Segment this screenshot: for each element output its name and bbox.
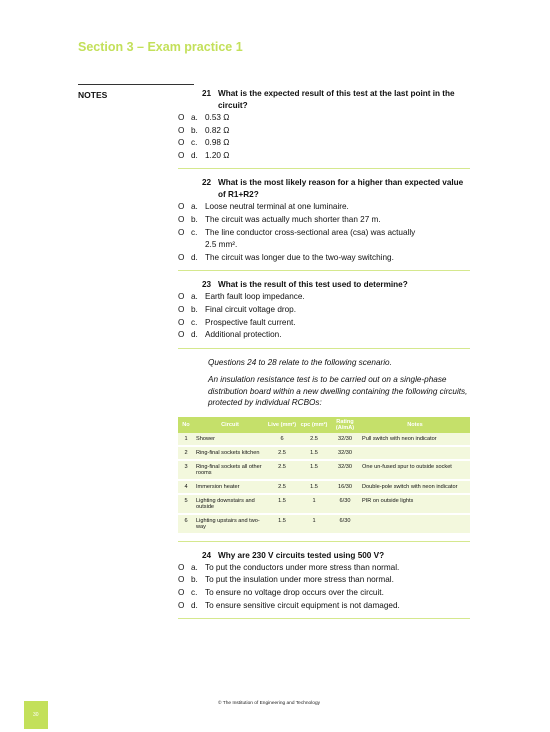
option-d[interactable] xyxy=(178,150,470,163)
cell-rating: 32/30 xyxy=(330,446,360,460)
option-a[interactable] xyxy=(178,112,470,125)
option-c[interactable] xyxy=(178,317,470,330)
option-text: Loose neutral terminal at one luminaire. xyxy=(205,202,349,212)
radio-bullet[interactable]: O xyxy=(178,125,185,135)
table-row xyxy=(178,433,470,446)
header-notes: Notes xyxy=(360,417,470,433)
option-letter: b. xyxy=(191,304,198,314)
question-number: 24 xyxy=(202,550,212,560)
option-c[interactable] xyxy=(178,137,470,150)
radio-bullet[interactable]: O xyxy=(178,304,185,314)
question-separator xyxy=(178,270,470,271)
cell-live: 1.5 xyxy=(266,514,298,534)
option-letter: c. xyxy=(191,227,198,237)
question-number: 23 xyxy=(202,280,212,290)
option-text: The circuit was actually much shorter than 27 m. xyxy=(205,214,381,224)
header-no: No xyxy=(178,417,194,433)
cell-notes: One un-fused spur to outside socket xyxy=(360,460,470,480)
question-text: What is the most likely reason for a higher than expected value of R1+R2? xyxy=(218,178,464,200)
cell-cpc: 2.5 xyxy=(298,433,330,446)
cell-rating: 32/30 xyxy=(330,433,360,446)
question-number: 22 xyxy=(202,178,212,188)
option-letter: a. xyxy=(191,292,198,302)
cell-live: 2.5 xyxy=(266,446,298,460)
question-text: What is the result of this test used to determine? xyxy=(218,280,408,290)
questions-content xyxy=(178,88,470,627)
table-row xyxy=(178,480,470,494)
header-circuit: Circuit xyxy=(194,417,266,433)
cell-notes: PIR on outside lights xyxy=(360,494,470,514)
radio-bullet[interactable]: O xyxy=(178,575,185,585)
option-letter: c. xyxy=(191,317,198,327)
cell-circuit: Shower xyxy=(194,433,266,446)
cell-notes: Pull switch with neon indicator xyxy=(360,433,470,446)
option-letter: d. xyxy=(191,330,198,340)
table-row xyxy=(178,494,470,514)
table-row xyxy=(178,446,470,460)
option-letter: b. xyxy=(191,214,198,224)
option-letter: b. xyxy=(191,125,198,135)
table-row xyxy=(178,514,470,534)
radio-bullet[interactable]: O xyxy=(178,562,185,572)
radio-bullet[interactable]: O xyxy=(178,600,185,610)
scenario-body: An insulation resistance test is to be carried out on a single-phase distribution board within a new dwelling containing the following circuits, protected by individual RCBOs: xyxy=(208,375,468,408)
radio-bullet[interactable]: O xyxy=(178,202,185,212)
cell-no: 3 xyxy=(178,460,194,480)
cell-rating: 6/30 xyxy=(330,494,360,514)
option-text: To ensure sensitive circuit equipment is not damaged. xyxy=(205,600,400,610)
option-text: Final circuit voltage drop. xyxy=(205,304,297,314)
option-text: Prospective fault current. xyxy=(205,317,296,327)
question-separator xyxy=(178,618,470,619)
option-c[interactable] xyxy=(178,587,470,600)
option-a[interactable] xyxy=(178,562,470,575)
option-d[interactable] xyxy=(178,600,470,613)
cell-rating: 32/30 xyxy=(330,460,360,480)
radio-bullet[interactable]: O xyxy=(178,227,185,237)
table-header-row xyxy=(178,417,470,433)
option-text: The line conductor cross-sectional area (csa) was actually 2.5 mm². xyxy=(205,227,416,250)
option-letter: a. xyxy=(191,562,198,572)
option-text: Earth fault loop impedance. xyxy=(205,292,305,302)
option-letter: b. xyxy=(191,575,198,585)
question-stem xyxy=(178,550,470,562)
radio-bullet[interactable]: O xyxy=(178,252,185,262)
question-stem xyxy=(178,177,470,201)
option-a[interactable] xyxy=(178,291,470,304)
cell-live: 1.5 xyxy=(266,494,298,514)
radio-bullet[interactable]: O xyxy=(178,292,185,302)
option-d[interactable] xyxy=(178,252,470,265)
cell-live: 6 xyxy=(266,433,298,446)
cell-live: 2.5 xyxy=(266,460,298,480)
option-b[interactable] xyxy=(178,214,470,227)
option-a[interactable] xyxy=(178,201,470,214)
option-b[interactable] xyxy=(178,125,470,138)
question-21 xyxy=(178,88,470,162)
option-letter: c. xyxy=(191,138,198,148)
cell-no: 4 xyxy=(178,480,194,494)
section-title: Section 3 – Exam practice 1 xyxy=(78,40,243,54)
cell-no: 6 xyxy=(178,514,194,534)
option-text: 1.20 Ω xyxy=(205,150,230,160)
radio-bullet[interactable]: O xyxy=(178,138,185,148)
copyright-footer: © The Institution of Engineering and Technology xyxy=(218,701,321,706)
header-cpc: cpc (mm²) xyxy=(298,417,330,433)
notes-label: NOTES xyxy=(78,90,108,100)
cell-circuit: Immersion heater xyxy=(194,480,266,494)
table-row xyxy=(178,460,470,480)
question-text: What is the expected result of this test at the last point in the circuit? xyxy=(218,89,455,110)
radio-bullet[interactable]: O xyxy=(178,214,185,224)
question-stem xyxy=(178,88,470,112)
question-text: Why are 230 V circuits tested using 500 V? xyxy=(218,550,385,560)
cell-circuit: Ring-final sockets all other rooms xyxy=(194,460,266,480)
cell-notes xyxy=(360,446,470,460)
cell-notes: Double-pole switch with neon indicator xyxy=(360,480,470,494)
option-letter: d. xyxy=(191,600,198,610)
option-text: 0.53 Ω xyxy=(205,113,230,122)
cell-cpc: 1 xyxy=(298,494,330,514)
option-text: 0.98 Ω xyxy=(205,138,230,148)
radio-bullet[interactable]: O xyxy=(178,330,185,340)
option-b[interactable] xyxy=(178,304,470,317)
option-d[interactable] xyxy=(178,329,470,342)
notes-divider xyxy=(78,84,194,85)
option-letter: d. xyxy=(191,252,198,262)
option-text: To put the insulation under more stress than normal. xyxy=(205,575,394,585)
page-number: 30 xyxy=(33,712,39,718)
question-separator xyxy=(178,168,470,169)
question-22 xyxy=(178,177,470,264)
scenario-intro: Questions 24 to 28 relate to the following scenario. xyxy=(208,357,392,367)
cell-cpc: 1 xyxy=(298,514,330,534)
cell-cpc: 1.5 xyxy=(298,460,330,480)
option-b[interactable] xyxy=(178,574,470,587)
page-number-tab xyxy=(24,701,48,729)
question-stem xyxy=(178,279,470,291)
option-letter: d. xyxy=(191,150,198,160)
option-letter: a. xyxy=(191,113,198,122)
cell-circuit: Lighting upstairs and two-way xyxy=(194,514,266,534)
option-c[interactable] xyxy=(178,227,470,252)
cell-cpc: 1.5 xyxy=(298,480,330,494)
cell-circuit: Lighting downstairs and outside xyxy=(194,494,266,514)
cell-no: 5 xyxy=(178,494,194,514)
option-text: To ensure no voltage drop occurs over the circuit. xyxy=(205,587,384,597)
option-text: To put the conductors under more stress than normal. xyxy=(205,562,400,572)
cell-live: 2.5 xyxy=(266,480,298,494)
radio-bullet[interactable]: O xyxy=(178,113,185,122)
cell-circuit: Ring-final sockets kitchen xyxy=(194,446,266,460)
cell-rating: 16/30 xyxy=(330,480,360,494)
cell-no: 1 xyxy=(178,433,194,446)
option-text: The circuit was longer due to the two-way switching. xyxy=(205,252,394,262)
radio-bullet[interactable]: O xyxy=(178,317,185,327)
question-23 xyxy=(178,279,470,341)
question-number: 21 xyxy=(202,89,212,98)
cell-rating: 6/30 xyxy=(330,514,360,534)
option-text: 0.82 Ω xyxy=(205,125,230,135)
cell-no: 2 xyxy=(178,446,194,460)
question-24 xyxy=(178,550,470,612)
question-separator xyxy=(178,541,470,542)
option-text: Additional protection. xyxy=(205,330,282,340)
cell-notes xyxy=(360,514,470,534)
cell-cpc: 1.5 xyxy=(298,446,330,460)
option-letter: a. xyxy=(191,202,198,212)
header-live: Live (mm²) xyxy=(266,417,298,433)
question-separator xyxy=(178,348,470,349)
circuits-table xyxy=(178,417,470,535)
radio-bullet[interactable]: O xyxy=(178,150,185,160)
header-rating: Rating (A/mA) xyxy=(330,417,360,433)
radio-bullet[interactable]: O xyxy=(178,587,185,597)
option-letter: c. xyxy=(191,587,198,597)
